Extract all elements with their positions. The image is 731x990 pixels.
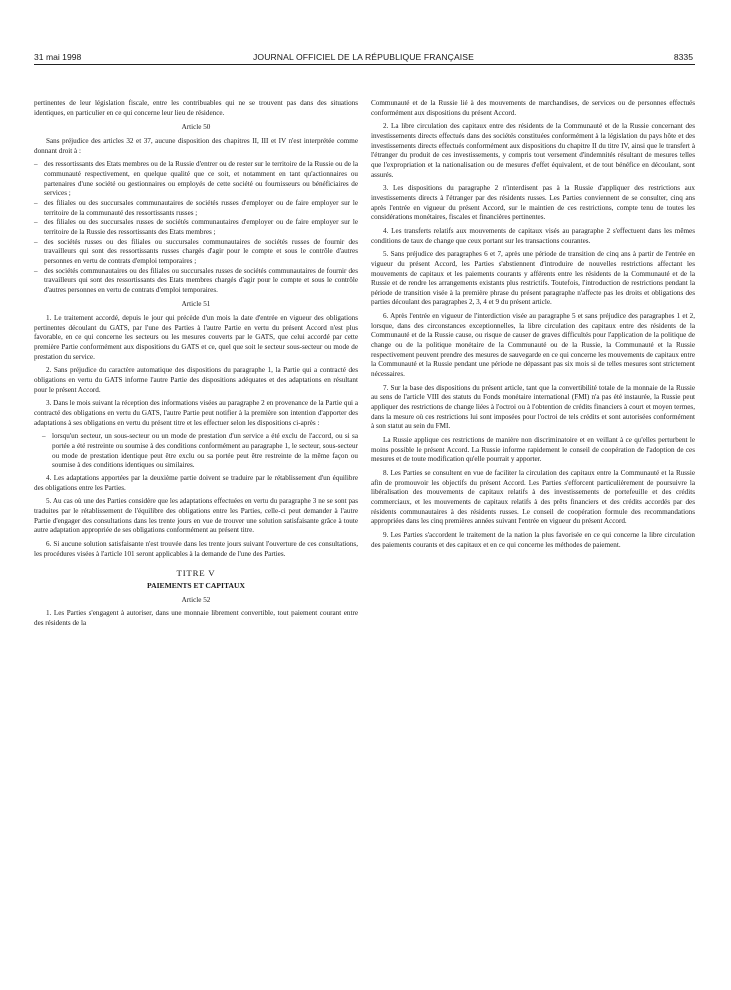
list-item: – des sociétés communautaires ou des filiales ou succursales russes de sociétés communautaires de fournir des travailleurs qui sont des ressortissants des Etats membres chargés d'agir pour le compte et sous le contrôle d'autres personnes en vertu de contrats d'emploi temporaires. [34,267,358,296]
right-column [371,99,695,554]
paragraph: 4. Les adaptations apportées par la deuxième partie doivent se traduire par le rétablissement d'un équilibre des obligations entre les Parties. [34,473,358,492]
paragraph: 6. Si aucune solution satisfaisante n'est trouvée dans les trente jours suivant l'ouverture de ces consultations, les procédures visées à l'article 101 seront applicables à la demande de l'une des Parties. [34,539,358,558]
title-heading: TITRE V [176,568,216,579]
paragraph: Sans préjudice des articles 32 et 37, aucune disposition des chapitres II, III et IV n'est interprétée comme donnant droit à : [34,136,358,155]
header-rule [34,64,695,65]
article-51-list [34,432,358,471]
title-subheading: PAIEMENTS ET CAPITAUX [147,580,245,590]
article-50-list [34,160,358,295]
paragraph: 2. La libre circulation des capitaux entre des résidents de la Communauté et de la Russie concernant des investissements directs effectués dans des sociétés constituées conformément à la législation du pays hôte et des investissements directs effectués conformément aux dispositions du chapitre II du titre IV, ainsi que le transfert à l'étranger du produit de ces investissements, y compris tout versement d'indemnités résultant de mesures telles que l'expropriation et la nationalisation ou de mesures d'effet équivalent, et de tout bénéfice en découlant, sont assurés. [371,122,695,179]
paragraph: La Russie applique ces restrictions de manière non discriminatoire et en veillant à ce qu'elles perturbent le moins possible le présent Accord. La Russie informe rapidement le conseil de coopération de l'adoption de ces mesures et de toute modification qu'elle pourrait y apporter. [371,436,695,464]
article-heading: Article 50 [181,123,211,132]
list-item: – des filiales ou des succursales communautaires de sociétés russes d'employer ou de faire employer sur le territoire de la communauté des ressortissants russes ; [34,199,358,218]
list-item: – des ressortissants des Etats membres ou de la Russie d'entrer ou de rester sur le territoire de la Russie ou de la communauté respectivement, en quelque qualité que ce soit, et notamment en tant qu'actionnaires ou partenaires d'une société ou gestionnaires ou employés de cette société ou fournisseurs ou bénéficiaires de services ; [34,160,358,199]
journal-title: JOURNAL OFFICIEL DE LA RÉPUBLIQUE FRANÇAISE [253,52,474,62]
paragraph: pertinentes de leur législation fiscale, entre les contribuables qui ne se trouvent pas dans des situations identiques, en particulier en ce qui concerne leur lieu de résidence. [34,99,358,117]
paragraph: 3. Les dispositions du paragraphe 2 n'interdisent pas à la Russie d'appliquer des restrictions aux investissements directs à l'étranger par des résidents russes. Les Parties conviennent de se consulter, cinq ans après l'entrée en vigueur du présent Accord, sur le maintien de ces restrictions, compte tenu de toutes les considérations monétaires, fiscales et financières pertinentes. [371,184,695,222]
paragraph: 9. Les Parties s'accordent le traitement de la nation la plus favorisée en ce qui concerne la libre circulation des paiements courants et des capitaux et en ce qui concerne les méthodes de paiement. [371,530,695,549]
list-item: – des sociétés russes ou des filiales ou succursales communautaires de sociétés russes de fournir des travailleurs qui sont des ressortissants russes chargés d'agir pour le compte et sous le contrôle d'autres personnes en vertu de contrats d'emploi temporaires ; [34,238,358,267]
list-item: – lorsqu'un secteur, un sous-secteur ou un mode de prestation d'un service a été exclu de l'accord, ou si sa portée a été restreinte ou soumise à des conditions conformément au paragraphe 1, le secteur, sous-secteur ou mode de prestation identique peut être exclu ou sa portée peut être restreinte de la même façon ou soumise à des conditions identiques ou similaires. [34,432,358,471]
article-heading: Article 52 [181,595,211,604]
paragraph: 5. Au cas où une des Parties considère que les adaptations effectuées en vertu du paragraphe 3 ne se sont pas traduites par le rétablissement de l'équilibre des obligations entre les Parties, celle-ci peut demander à l'autre Partie d'engager des consultations dans les trente jours en vue de trouver une solution satisfaisante grâce à toute autre adaptation appropriée de ses obligations conformément au présent titre. [34,497,358,535]
paragraph: 4. Les transferts relatifs aux mouvements de capitaux visés au paragraphe 2 s'effectuent dans les mêmes conditions de taux de change que ceux portant sur les transactions courantes. [371,226,695,245]
paragraph: Communauté et de la Russie lié à des mouvements de marchandises, de services ou de personnes effectués conformément aux dispositions du présent Accord. [371,99,695,117]
article-heading: Article 51 [181,300,211,309]
page-header [34,49,693,65]
paragraph: 7. Sur la base des dispositions du présent article, tant que la convertibilité totale de la monnaie de la Russie au sens de l'article VIII des statuts du Fonds monétaire international (FMI) n'a pas été instaurée, la Russie peut appliquer des restrictions de change liées à l'octroi ou à l'obtention de crédits financiers à court et moyen termes, dans la mesure où ces restrictions lui sont imposées pour l'octroi de tels crédits et sont autorisées conformément à son statut au sein du FMI. [371,383,695,431]
list-item: – des filiales ou des succursales russes de sociétés communautaires d'employer ou de faire employer sur le territoire de la Russie des ressortissants des Etats membres ; [34,218,358,237]
left-column [34,99,358,633]
paragraph: 1. Les Parties s'engagent à autoriser, dans une monnaie librement convertible, tout paiement courant entre des résidents de la [34,609,358,627]
paragraph: 3. Dans le mois suivant la réception des informations visées au paragraphe 2 en provenance de la Partie qui a contracté des obligations en vertu du GATS, l'autre Partie peut notifier à la première son intention d'apporter des adaptations à ses obligations en vertu du présent titre et les effectuer selon les dispositions ci-après : [34,399,358,427]
paragraph: 2. Sans préjudice du caractère automatique des dispositions du paragraphe 1, la Partie qui a contracté des obligations en vertu du GATS informe l'autre Partie des dispositions adéquates et des adaptations en résultant pour le présent Accord. [34,366,358,394]
paragraph: 1. Le traitement accordé, depuis le jour qui précède d'un mois la date d'entrée en vigueur des obligations pertinentes découlant du GATS, par l'une des Parties à l'autre Partie en vertu du présent Accord n'est plus favorable, en ce qui concerne les secteurs ou les mesures couverts par le GATS, que celui accordé par cette première Partie conformément aux dispositions du GATS et ce, quel que soit le secteur sous-secteur ou mode de prestation du service. [34,314,358,361]
paragraph: 8. Les Parties se consultent en vue de faciliter la circulation des capitaux entre la Communauté et la Russie afin de promouvoir les objectifs du présent Accord. Les Parties s'efforcent particulièrement de poursuivre la libéralisation des mouvements de capitaux relatifs à des investissements de portefeuille et des crédits commerciaux, et les mouvements de capitaux relatifs à des prêts financiers et des crédits accordés par des résidents communautaires à des résidents russes. Le conseil de coopération formule des recommandations appropriées dans les cinq premières années suivant l'entrée en vigueur du présent Accord. [371,468,695,526]
header-date: 31 mai 1998 [34,52,82,62]
paragraph: 6. Après l'entrée en vigueur de l'interdiction visée au paragraphe 5 et sans préjudice des paragraphes 1 et 2, lorsque, dans des circonstances exceptionnelles, la libre circulation des capitaux entre des résidents de la Communauté et de la Russie cause, ou risque de causer de graves difficultés pour l'application de la politique de change ou de la politique monétaire de la Communauté ou de la Russie, la Communauté et la Russie respectivement peuvent prendre des mesures de sauvegarde en ce qui concerne les mouvements de capitaux entre la Communauté et la Russie pendant une période ne dépassant pas six mois si de telles mesures sont strictement nécessaires. [371,312,695,379]
paragraph: 5. Sans préjudice des paragraphes 6 et 7, après une période de transition de cinq ans à partir de l'entrée en vigueur du présent Accord, les Parties s'abstiennent d'introduire de nouvelles restrictions affectant les mouvements de capitaux et les paiements courants y afférents entre les résidents de la Communauté et de la Russie et de rendre les arrangements existants plus restrictifs. Toutefois, l'introduction de restrictions pendant la période de transition visée à la première phrase du présent paragraphe n'affecte pas les droits et obligations des parties découlant des paragraphes 2, 3, 4 et 9 du présent article. [371,250,695,307]
page-number: 8335 [673,52,693,62]
